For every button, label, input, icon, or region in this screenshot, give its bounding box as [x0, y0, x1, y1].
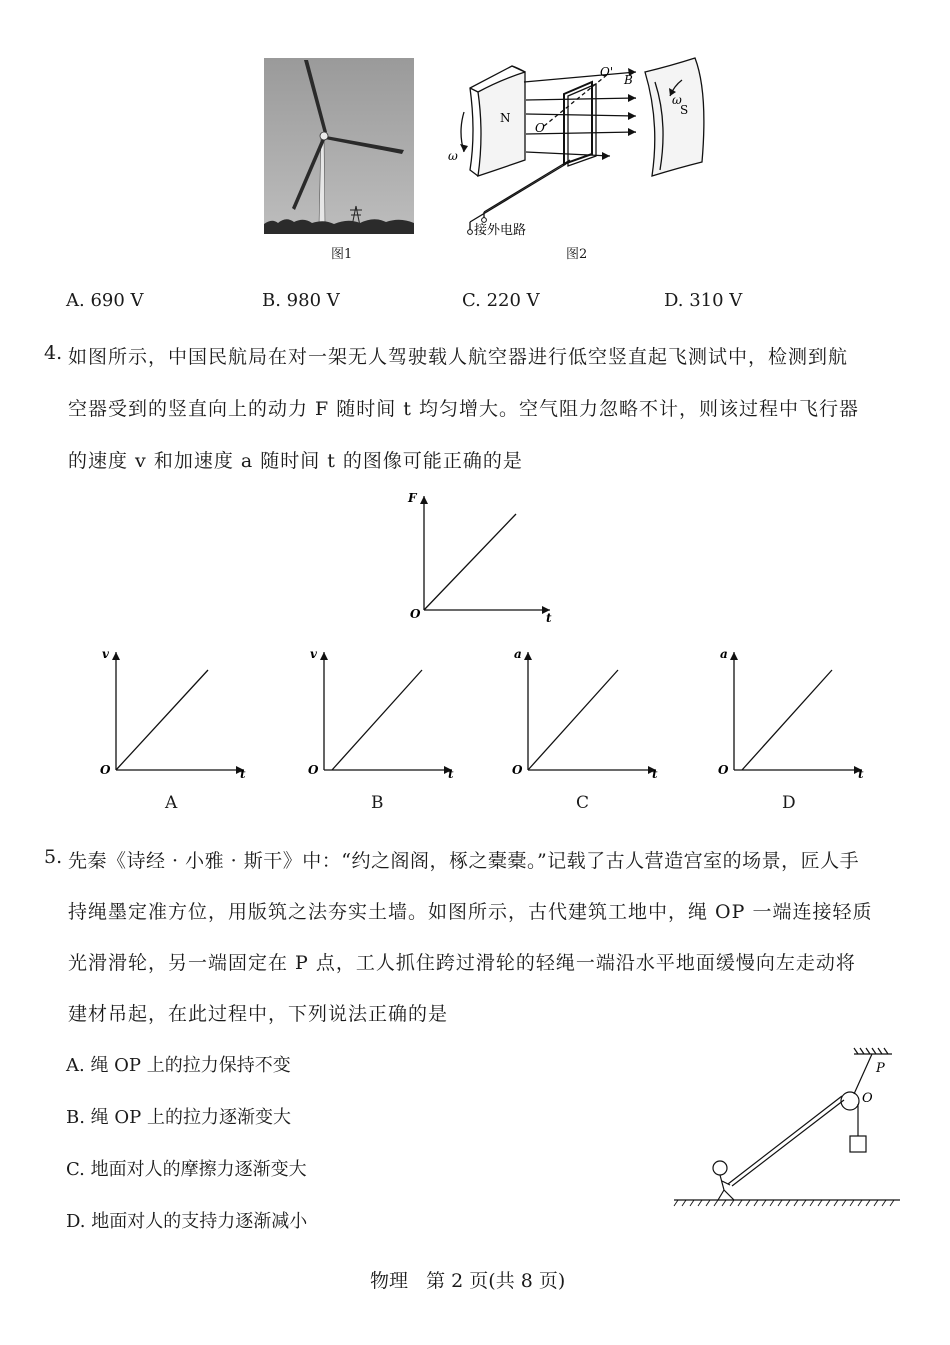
q5-text-line-2: 持绳墨定准方位，用版筑之法夯实土墙。如图所示，古代建筑工地中，绳 OP 一端连接轻质: [68, 901, 873, 923]
graph-d-y-label: a: [720, 647, 728, 661]
q5-option-c[interactable]: C. 地面对人的摩擦力逐渐变大: [66, 1159, 307, 1180]
graph-b-origin: O: [308, 763, 319, 777]
q4-text-line-2: 空器受到的竖直向上的动力 F 随时间 t 均匀增大。空气阻力忽略不计，则该过程中飞行器: [68, 398, 859, 420]
figure-1-caption: 图1: [331, 247, 353, 262]
q3-option-d[interactable]: D. 310 V: [664, 290, 743, 311]
q5-text-line-1: 先秦《诗经 · 小雅 · 斯干》中：“约之阁阁，椓之橐橐。”记载了古人营造宫室的场景，匠人手: [68, 850, 860, 872]
q4-number: 4.: [44, 342, 63, 364]
label-omega-left: ω: [448, 149, 458, 163]
figure-1-wind-turbine: [264, 58, 414, 234]
graph-a-x-label: t: [240, 767, 246, 780]
figure-label-o: O: [862, 1091, 873, 1106]
graph-c-x-label: t: [652, 767, 658, 780]
label-omega-right: ω: [672, 93, 682, 107]
q4-graph-a-label: A: [165, 793, 178, 813]
q3-option-a[interactable]: A. 690 V: [66, 290, 144, 311]
graph-c-y-label: a: [514, 647, 522, 661]
graph-a-y-label: v: [102, 647, 109, 661]
q4-graph-a[interactable]: [98, 646, 258, 780]
q4-graph-c-label: C: [576, 793, 590, 813]
page-footer: 物理 第 2 页(共 8 页): [370, 1270, 566, 1292]
q5-option-b[interactable]: B. 绳 OP 上的拉力逐渐变大: [66, 1107, 291, 1128]
label-b: B: [624, 73, 633, 87]
q5-option-a[interactable]: A. 绳 OP 上的拉力保持不变: [66, 1055, 291, 1076]
graph-b-y-label: v: [310, 647, 317, 661]
q4-graph-b-label: B: [371, 793, 384, 813]
q4-text-line-1: 如图所示，中国民航局在对一架无人驾驶载人航空器进行低空竖直起飞测试中，检测到航: [68, 346, 849, 368]
q5-text-line-3: 光滑滑轮，另一端固定在 P 点，工人抓住跨过滑轮的轻绳一端沿水平地面缓慢向左走动将: [68, 952, 856, 974]
graph-b-x-label: t: [448, 767, 454, 780]
figure-label-p: P: [876, 1061, 885, 1076]
q5-number: 5.: [44, 846, 63, 868]
graph-a-origin: O: [100, 763, 111, 777]
figure-2-generator-diagram: [440, 52, 710, 242]
q4-graph-c[interactable]: [510, 646, 670, 780]
label-external-circuit: 接外电路: [474, 223, 527, 238]
label-o-prime: O': [600, 65, 614, 79]
graph-c-origin: O: [512, 763, 523, 777]
graph-d-x-label: t: [858, 767, 864, 780]
main-graph-origin: O: [410, 607, 421, 621]
figure-2-caption: 图2: [566, 247, 588, 262]
q4-graph-d-label: D: [782, 793, 796, 813]
q5-pulley-figure: [668, 1044, 908, 1214]
graph-d-origin: O: [718, 763, 729, 777]
q4-text-line-3: 的速度 v 和加速度 a 随时间 t 的图像可能正确的是: [68, 450, 523, 472]
q4-graph-d[interactable]: [716, 646, 876, 780]
q5-option-d[interactable]: D. 地面对人的支持力逐渐减小: [66, 1211, 308, 1232]
label-o: O: [535, 121, 545, 135]
main-graph-y-label: F: [408, 491, 417, 505]
q5-text-line-4: 建材吊起，在此过程中，下列说法正确的是: [68, 1003, 449, 1025]
q4-graph-b[interactable]: [306, 646, 466, 780]
q3-option-c[interactable]: C. 220 V: [462, 290, 540, 311]
main-graph-x-label: t: [546, 611, 552, 625]
q4-main-graph: [400, 488, 560, 628]
label-n: N: [500, 111, 511, 125]
label-s: S: [680, 103, 689, 117]
q3-option-b[interactable]: B. 980 V: [262, 290, 340, 311]
